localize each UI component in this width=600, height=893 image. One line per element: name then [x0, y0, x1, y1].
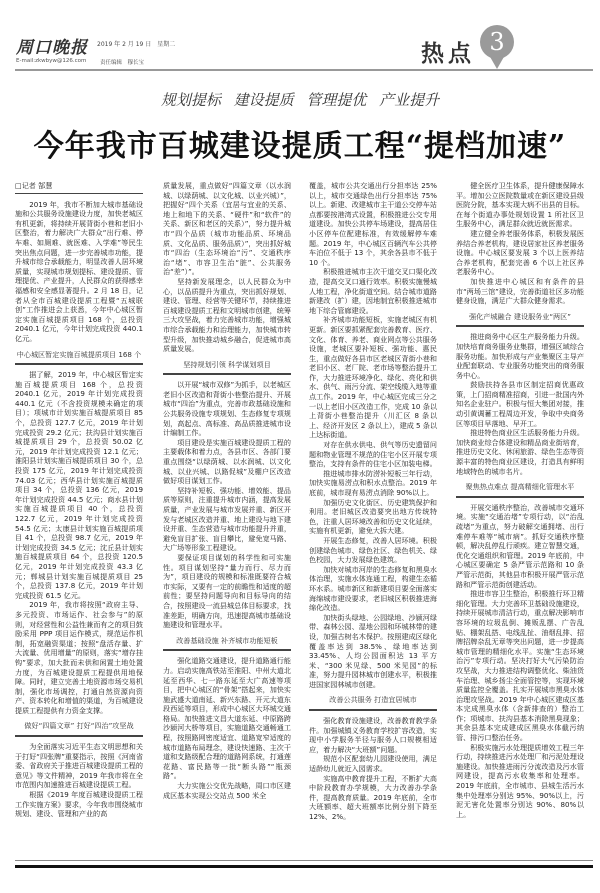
article-column-2	[163, 181, 291, 800]
article-paragraph: 对存在供水供电、供气等历史遗留问题和物业管理不规范的住宅小区开展专项整治，支持有条件的住宅小区加装电梯。	[309, 440, 437, 469]
article-paragraph: 要保证项目谋划的科学性和可实施性。项目谋划坚持“量力而行、尽力而为”，项目建设的规模和标准既要符合城市实际，又要有一定的前瞻性和适度的超前性；要坚持问题导向和目标导向的结合，按照建设一流县城总体目标要求，找准差距，明确方向，迅速提高城市基础设施建设和管理水平。	[163, 552, 291, 630]
section-subheading: 中心城区暂定实施百城提质项目 168 个	[15, 350, 143, 366]
issue-date: 2019 年 2 月 19 日 星期二	[97, 41, 176, 48]
article-paragraph: 建立健全养老服务体系，积极发展医养结合养老机构，建设居家社区养老服务设施。中心城区要发展 3 个以上医养结合养老机构，配套完善 6 个以上社区养老服务中心。	[456, 228, 584, 277]
article-paragraph: 根据《2019 年度百城建设提质工程工作实施方案》要求，今年我市围绕城市规划、建设、管理和产业的高	[15, 790, 143, 819]
article-paragraph: 大力实施公交优先战略，周口市区建成区基本实现公交站点 500 米全	[163, 781, 291, 800]
article-paragraph: 推进特色商业区生活服务能力升级。加快商业综合体建设和精品商业街培育，推进历史文化、休闲旅游、绿色生态等资源丰富的特色商业区建设，打造具有鲜明地域特色的城市名片。	[456, 428, 584, 476]
section-subheading: 坚持规划引领 科学谋划项目	[163, 360, 291, 376]
article-paragraph: 鼓励扶持各县市区制定招商优惠政策，上门招商精准招商，引进一批国内外知名企业驻户。积极与恒大集团对接，推动引黄调蓄工程周边开发，争取中央商务区等项目早落地、早开工。	[456, 380, 584, 428]
article-paragraph: 坚持新发展理念，以人民群众为中心，以品质提升为重点，突出抓好规划、建设、管理、经营等关键环节，持续推进百城建设提质工程和文明城市创建，统筹三大攻坚战，着力完善城市功能，增强城市综合承载能力和治理能力，加快城市转型升级，加快推动城乡融合，促进城市高质量发展。	[163, 276, 291, 354]
article-paragraph: 加快推进中心城区和有条件的县市“两场三馆”建设，完善街道社区多功能健身设施，满足广大群众健身需求。	[456, 276, 584, 306]
article-paragraph: 实施高中教育提升工程，不断扩大高中阶段教育办学规模，大力改善办学条件，提高教育质量。2019 年底前，全市大班额率、超大班额率比例分别下降至 12%、2%。	[309, 773, 437, 821]
article-paragraph: 以开展“城市双修”为抓手，以老城区老旧小区改造和背街小巷整治提升、开展城市“四治”为重点，完善市政基础设施和公共服务设施专项规划、生态修复专项规划，高起点、高标准、高品质推进城市设计编制工作。	[163, 380, 291, 438]
article-paragraph: 补齐城市功能短板，实施老城区有机更新。新区要抓紧配套完善教育、医疗、文化、体育、养老、商业网点等公共服务设施，老城区要补短板、强功能、惠民生，重点做好各县市区老城区背街小巷和老旧小区、老厂院、老市场等整治提升工作，大力推进环境净化、绿化、亮化和供水、供气、雨污分流、架空线缆入地等重点工作。2019 年，中心城区完成三分之一以上老旧小区改造工作，完成 10 条以上背街小巷整治提升（川汇区 8 条以上、经济开发区 2 条以上），建成 5 条以上达标街道。	[309, 315, 437, 440]
article-column-1	[15, 181, 143, 819]
article-paragraph: 2019 年，我市将按照“政府主导、多元投资、市场运作、社会参与”的原则，对经营性和公益性兼而有之的项目鼓励采用 PPP 项目运作模式，规范运作机制，拓宽融资渠道；按照“盘活存量、扩大流量、优用增量”的原则，落实“增存挂钩”要求，加大批而未供和闲置土地处置力度，为百城建设提质工程提供用地保障。同时，建立完善土地资源市场交易机制，强化市场调控，打通自然资源向资产、资本转化和增值的渠道，为百城建设提质工程提供有力资金支撑。	[15, 600, 143, 715]
article-paragraph: 健全医疗卫生体系，提升健康保障水平。增加公立医院数量或在新区建设县级医院分院，基本实现大病不出县的目标。在每个街道办事处规划设置 1 所社区卫生服务中心，满足群众就近就医需求。	[456, 181, 584, 229]
article-paragraph: 项目建设是实施百城建设提质工程的主要载体和着力点，各县市区、各部门要重点围绕“以绿荫城、以水润城、以文化城、以业兴城、以路促城”及棚户区改造做好项目谋划工作。	[163, 437, 291, 486]
section-subheading: 做好“四篇文章” 打好“四治”攻坚战	[15, 721, 143, 737]
article-column-4	[456, 181, 584, 819]
article-paragraph: 规范小区配套幼儿园建设使用，满足适龄幼儿就近入园需求。	[309, 754, 437, 774]
article-headline: 今年我市百城建设提质工程“提档加速”	[33, 129, 567, 164]
article-paragraph: 为全面落实习近平生态文明思想和关于打好“四张牌”重要指示，按照《河南省委、省政府关于推进百城建设提质工程的意见》等文件精神，2019 年我市将在全市范围内加速推进百城建设提质工程。	[15, 742, 143, 790]
masthead-rule	[15, 69, 593, 71]
section-title: 热点	[421, 40, 475, 67]
section-subheading: 聚焦热点难点 提高精细化管理水平	[456, 482, 584, 498]
article-paragraph: 加快街头绿地、公园绿地、沙颍河绿带、森林公园、湿地公园和环城林带的建设，加强古树名木保护。按照建成区绿化覆盖率达到 38.5%、绿地率达到 33.45%、人均公园面积达 13 平方米、“300 米见绿、500 米见园”的标准，努力提升园林城市创建水平，积极推进国家园林城市创建。	[309, 612, 437, 689]
article-paragraph: 积极实施污水处理提质增效工程三年行动，持续推进污水处理厂和污泥处理设施建设。加快推进雨污分流改造及污水管网建设，提高污水收集率和处理率。2019 年底前，全市城市、县城生活污水集中处理率分别达 95%、90%以上，污泥无害化处置率分别达 90%、80%以上。	[456, 742, 584, 819]
article-kicker: 规划提标 建设提质 管理提优 产业提升	[160, 91, 440, 109]
article-paragraph: 开展生态修复，改善人居环境。积极创建绿色城市、绿色社区、绿色机关、绿色校园，大力发展绿色建筑。	[309, 535, 437, 565]
section-subheading: 改善公共服务 打造宜居城市	[309, 695, 437, 711]
article-paragraph: 2019 年，我市不断加大城市基础设施和公共服务设施建设力度，加快老城区有机更新，将持续开展背街小巷和老旧小区整治，着力解决广大群众“出行难、停车难、如厕难、就医难、入学难”等民生突出焦点问题，进一步完善城市功能，提升城市综合承载能力，明显改善人居环境质量，实现城市规划提标、建设提质、管理提优、产业提升，人民群众的获得感幸福感和安全感显著提升。2 月 18 日，记者从全市百城建设提质工程暨“五城联创”工作推进会上获悉，今年中心城区暂定实施百城提质项目 168 个，总投资 2040.1 亿元，今年计划完成投资 440.1 亿元。	[15, 199, 143, 343]
article-paragraph: 加快对城市河岸的生态修复和黑臭水体治理，实施水体连通工程，构建生态循环水系。城市新区和新建项目要全面落实海绵城市建设要求，老旧城区积极推进海绵化改造。	[309, 564, 437, 613]
article-paragraph: 覆盖，城市公共交通出行分担率达 25%以上，城市交通绿色出行分担率达 75%以上。新建、改建城市主干道公交停车站点都要按港湾式设置，积极推进公交专用道建设。加快公共停车场建设，提高居住小区停车位配建标准，有效缓解停车难题。2019 年，中心城区百辆汽车公共停车泊位不低于 13 个，其余各县市不低于 10 个。	[309, 181, 437, 267]
article-column-3	[309, 181, 437, 822]
article-paragraph: 质量发展，重点做好“四篇文章（以水润城、以绿荫城、以文化城、以业兴城）”，把握好“四个关系（宜居与宜业的关系、地上和地下的关系、“硬件”和“软件”的关系、新区和老区的关系）”，努力提升城市“四个品质（城市功能品质、环境品质、文化品质、服务品质）”，突出抓好城市“四治（生态环境治“污”、交通秩序治“堵”、市容卫生治“脏”、公共服务治“差”）”。	[163, 181, 291, 277]
article-paragraph: 推进城市排水防涝补短板三年行动，加快实施易涝点和积水点整治。2019 年底前，城市现有易涝点消除 90%以上。	[309, 468, 437, 497]
byline: □记者 郜慧	[15, 181, 143, 194]
article-paragraph: 强化教育设施建设，改善教育教学条件。加强城镇义务教育学校扩容改造，实现中小学服务半径与服务人口规模相适应，着力解决“大班额”问题。	[309, 716, 437, 754]
section-subheading: 改善基础设施 补齐城市功能短板	[163, 636, 291, 652]
article-paragraph: 据了解，2019 年，中心城区暂定实施百城提质项目 168 个，总投资 2040.1 亿元，2019 年计划完成投资 440.1 亿元（不含投资规模未确定的项目）；项城市计划实施百城提质项目 85 个，总投资 127.7 亿元，2019 年计划完成投资 29.2 亿元；扶沟县计划实施百城提质项目 29 个，总投资 50.02 亿元，2019 年计划完成投资 12.1 亿元；淮阳县计划实施百城提质项目 30 个，总投资 175 亿元，2019 年计划完成投资 74.03 亿元；西华县计划实施百城提质项目 34 个，总投资 136 亿元，2019 年计划完成投资 44.5 亿元；商水县计划实施百城提质项目 40 个，总投资 122.7 亿元，2019 年计划完成投资 54.5 亿元；太康县计划实施百城提质项目 41 个，总投资 98.7 亿元，2019 年计划完成投资 34.5 亿元；沈丘县计划实施百城提质项目 64 个，总投资 120.5 亿元，2019 年计划完成投资 43.3 亿元；郸城县计划实施百城提质项目 25 个，总投资 137.8 亿元，2019 年计划完成投资 61.5 亿元。	[15, 370, 143, 600]
page-number-badge: 3	[480, 25, 514, 59]
footer-rule-thin	[15, 860, 593, 861]
section-subheading: 强化产城融合 建设服务业“两区”	[456, 312, 584, 328]
article-paragraph: 强化道路交通建设，提升道路通行能力。启动实施高铁站至淮阳、中州大道北延至西华、七一路东延至大广高速等项目，把中心城区的“骨架”搭起来，加快实施武盛大道南延、新兴东路、开元大道东段西延等项目，形成中心城区大环城交通格局。加快推进文昌大道东延、中原路跨沙颍河大桥等项目，实施道路交通畅通工程，按照路网密度适宜、道路宽窄适度的城市道路布局理念，建设快速路、主次干道和支路级配合理的道路网系统，打通莲花路、富民路等一批“断头路”“瓶颈路”。	[163, 656, 291, 781]
footer-rule-thick	[15, 865, 593, 868]
article-paragraph: 开展交通秩序整治，改善城市交通环境。实施“交通治堵”专项行动，以“治乱疏堵”为重点，努力破解交通拥堵、出行难停车难等“城市病”。抓好交通秩序整顿，解决乱停乱行顽疾。建立智慧交通，优化交通组织和管理。2019 年底前，中心城区要确定 5 条严管示范路和 10 条严管示范街，其他县市积极开展严管示范路和严管示范街创建活动。	[456, 502, 584, 589]
article-paragraph: 推进商务中心区生产服务能力升级。加快培育商务服务业集群，增强区域综合服务功能。加快形成与产业集聚区主导产业配套联动、专业服务功能突出的商务服务中心。	[456, 332, 584, 380]
editor-credit: 责任编辑 穆长宝	[100, 60, 145, 66]
article-paragraph: 推进市容卫生整治，积极推行环卫精细化管理。大力完善环卫基础设施建设，持续开展城市清洁行动，重点解决影响市容环境的垃圾乱倒、摊贩乱摆、广告乱贴、棚架乱搭、电线乱扯、油烟乱排、招牌招牌杂乱无章等突出问题，进一步提高城市管理的精细化水平。实施“生态环境治污”专项行动。坚决打好大气污染防治攻坚战，大力推进结构调整优化、柴油货车治理、城乡扬尘全面管控等，实现环境质量监控全覆盖。扎实开展城市黑臭水体治理攻坚战。2019 年中心城区建成区基本完成黑臭水体（含新排查的）整治工作；项城市、扶沟县基本消除黑臭现象；其余县基本完成建成区黑臭水体截污纳管、排污口整治任务。	[456, 589, 584, 743]
newspaper-logo: 周口晚报	[16, 38, 88, 58]
contact-email: E-mail:zkwbyw@126.com	[16, 58, 87, 64]
article-paragraph: 加强历史文化街区、历史建筑保护和利用。老旧城区改造要突出地方传统特色，注重人居环境改善和历史文化延续，实施有机更新，避免大拆大建。	[309, 497, 437, 536]
article-paragraph: 积极推进城市主次干道交叉口渠化改造，提高交叉口通行效率。积极实施慢城人地工程，净化街道空间。结合城市道路新建改（扩）建，因地制宜积极推进城市地下综合管廊建设。	[309, 267, 437, 315]
article-paragraph: 坚持补短板、强功能、增效能、提品质等原则，注重提升城市内涵，提高发展质量，产业发展与城市发展并重、新区开发与老城区改造并重、地上建设与地下建设并重、生态营造与城市功能提升并重，避免盲目扩张、盲目攀比，避免宽马路、大广场等形象工程建设。	[163, 485, 291, 553]
